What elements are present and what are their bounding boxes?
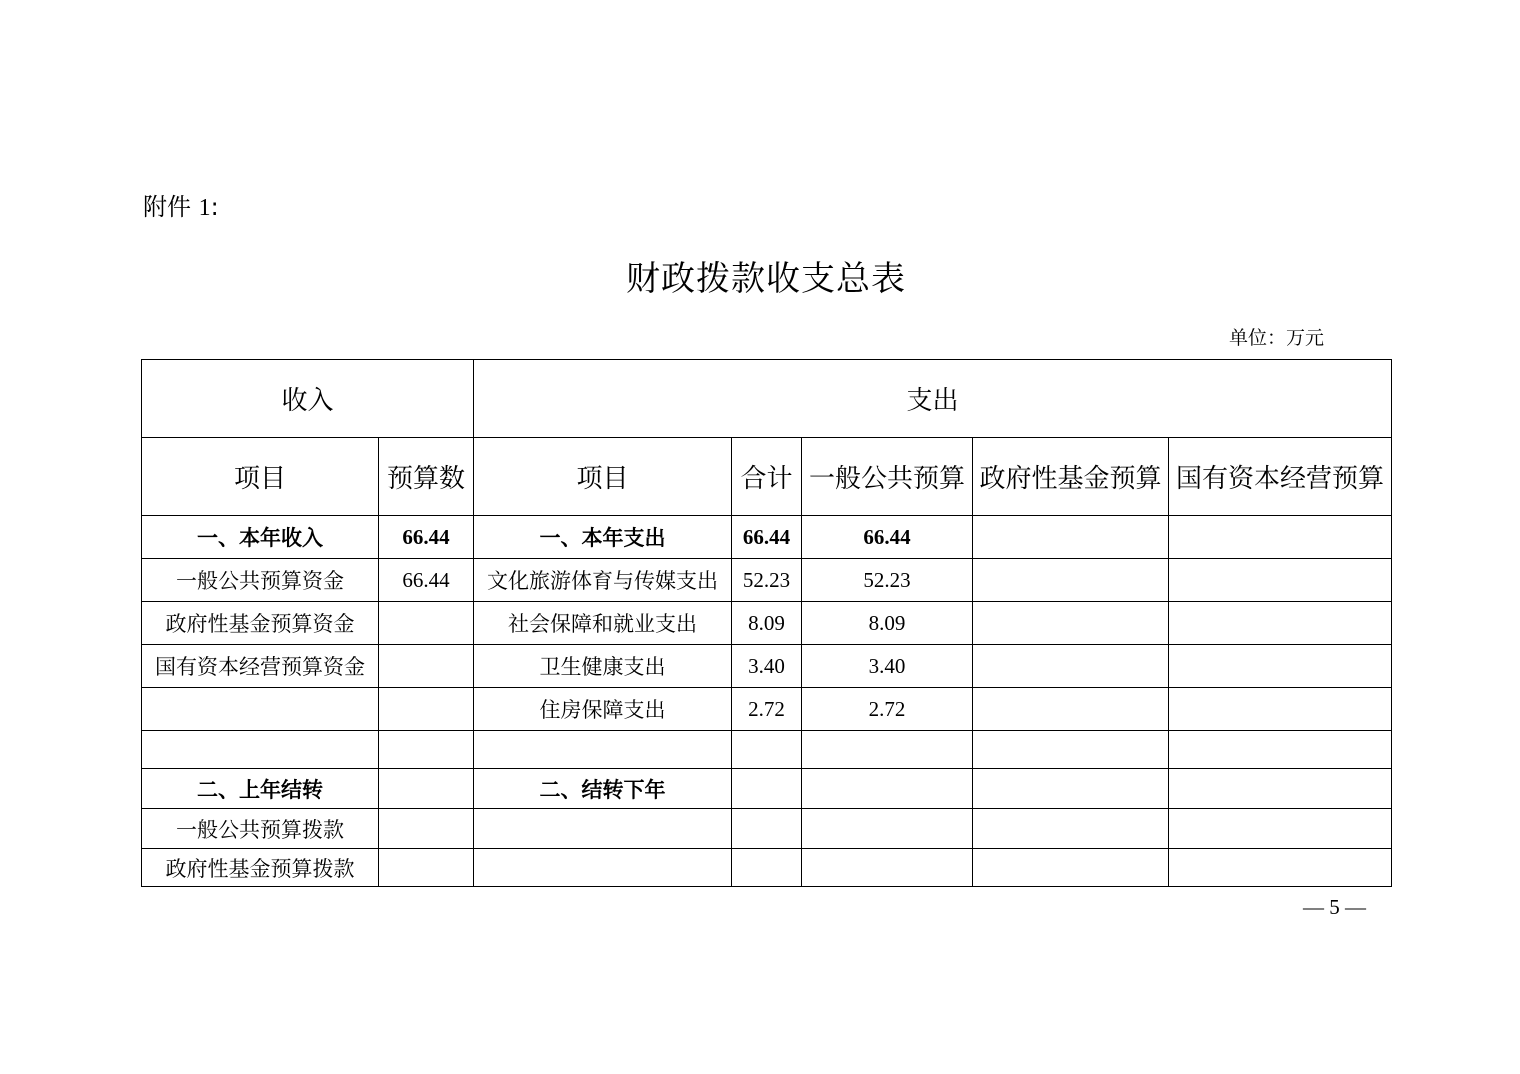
column-header: 政府性基金预算 bbox=[973, 438, 1169, 516]
table-cell: 8.09 bbox=[732, 602, 802, 645]
table-cell bbox=[1169, 559, 1392, 602]
table-cell bbox=[379, 602, 474, 645]
table-cell: 66.44 bbox=[732, 516, 802, 559]
table-cell bbox=[1169, 688, 1392, 731]
table-cell bbox=[802, 769, 973, 809]
table-row bbox=[142, 602, 1392, 645]
attachment-label-text: 附件 bbox=[143, 193, 191, 221]
table-cell bbox=[474, 809, 732, 849]
table-row bbox=[142, 849, 1392, 887]
column-header: 国有资本经营预算 bbox=[1169, 438, 1392, 516]
table-cell bbox=[379, 645, 474, 688]
table-cell: 8.09 bbox=[802, 602, 973, 645]
expense-group-header: 支出 bbox=[474, 360, 1392, 438]
table-cell bbox=[1169, 769, 1392, 809]
page-title: 财政拨款收支总表 bbox=[626, 259, 906, 299]
table-cell bbox=[379, 731, 474, 769]
table-cell bbox=[973, 809, 1169, 849]
table-cell bbox=[802, 731, 973, 769]
table-cell bbox=[142, 731, 379, 769]
table-row bbox=[142, 769, 1392, 809]
table-cell bbox=[732, 769, 802, 809]
income-group-header: 收入 bbox=[142, 360, 474, 438]
attachment-number: 1 bbox=[198, 195, 211, 221]
table-cell: 52.23 bbox=[802, 559, 973, 602]
table-cell: 2.72 bbox=[732, 688, 802, 731]
table-cell: 3.40 bbox=[802, 645, 973, 688]
page-number: — 5 — bbox=[1303, 895, 1366, 919]
column-header: 合计 bbox=[732, 438, 802, 516]
table-cell: 政府性基金预算拨款 bbox=[142, 849, 379, 887]
column-header: 项目 bbox=[142, 438, 379, 516]
table-cell: 一、本年收入 bbox=[142, 516, 379, 559]
unit-label: 单位：万元 bbox=[1229, 327, 1325, 349]
table-cell bbox=[802, 849, 973, 887]
table-cell: 一般公共预算资金 bbox=[142, 559, 379, 602]
table-cell bbox=[379, 849, 474, 887]
table-cell bbox=[802, 809, 973, 849]
table-cell: 66.44 bbox=[379, 516, 474, 559]
attachment-label bbox=[143, 190, 219, 225]
table-cell: 社会保障和就业支出 bbox=[474, 602, 732, 645]
table-cell bbox=[379, 809, 474, 849]
table-cell bbox=[973, 559, 1169, 602]
table-row bbox=[142, 731, 1392, 769]
table-cell: 文化旅游体育与传媒支出 bbox=[474, 559, 732, 602]
column-header: 项目 bbox=[474, 438, 732, 516]
table-cell bbox=[474, 849, 732, 887]
table-cell bbox=[732, 731, 802, 769]
table-row bbox=[142, 645, 1392, 688]
group-header-row bbox=[142, 360, 1392, 438]
table-cell bbox=[1169, 645, 1392, 688]
table-row bbox=[142, 809, 1392, 849]
table-cell bbox=[1169, 516, 1392, 559]
table-cell bbox=[973, 688, 1169, 731]
table-cell: 住房保障支出 bbox=[474, 688, 732, 731]
table-cell: 国有资本经营预算资金 bbox=[142, 645, 379, 688]
table-cell bbox=[973, 645, 1169, 688]
table-cell: 66.44 bbox=[802, 516, 973, 559]
table-cell bbox=[1169, 849, 1392, 887]
table-cell: 一、本年支出 bbox=[474, 516, 732, 559]
table-cell: 政府性基金预算资金 bbox=[142, 602, 379, 645]
attachment-colon: : bbox=[210, 193, 219, 221]
table-cell bbox=[142, 688, 379, 731]
table-cell: 二、结转下年 bbox=[474, 769, 732, 809]
table-row bbox=[142, 559, 1392, 602]
table-cell bbox=[1169, 731, 1392, 769]
table-cell bbox=[732, 849, 802, 887]
table-cell bbox=[732, 809, 802, 849]
column-header: 预算数 bbox=[379, 438, 474, 516]
table-cell bbox=[379, 769, 474, 809]
table-cell bbox=[973, 602, 1169, 645]
table-cell bbox=[379, 688, 474, 731]
table-cell bbox=[1169, 602, 1392, 645]
table-cell: 二、上年结转 bbox=[142, 769, 379, 809]
table-cell bbox=[973, 731, 1169, 769]
table-cell: 卫生健康支出 bbox=[474, 645, 732, 688]
table-cell bbox=[474, 731, 732, 769]
table-cell: 52.23 bbox=[732, 559, 802, 602]
table-cell bbox=[973, 516, 1169, 559]
column-header: 一般公共预算 bbox=[802, 438, 973, 516]
budget-table bbox=[141, 359, 1392, 887]
table-cell bbox=[1169, 809, 1392, 849]
table-cell bbox=[973, 849, 1169, 887]
table-cell bbox=[973, 769, 1169, 809]
table-cell: 2.72 bbox=[802, 688, 973, 731]
table-row bbox=[142, 516, 1392, 559]
table-cell: 3.40 bbox=[732, 645, 802, 688]
table-row bbox=[142, 688, 1392, 731]
column-header-row bbox=[142, 438, 1392, 516]
table-cell: 一般公共预算拨款 bbox=[142, 809, 379, 849]
table-cell: 66.44 bbox=[379, 559, 474, 602]
